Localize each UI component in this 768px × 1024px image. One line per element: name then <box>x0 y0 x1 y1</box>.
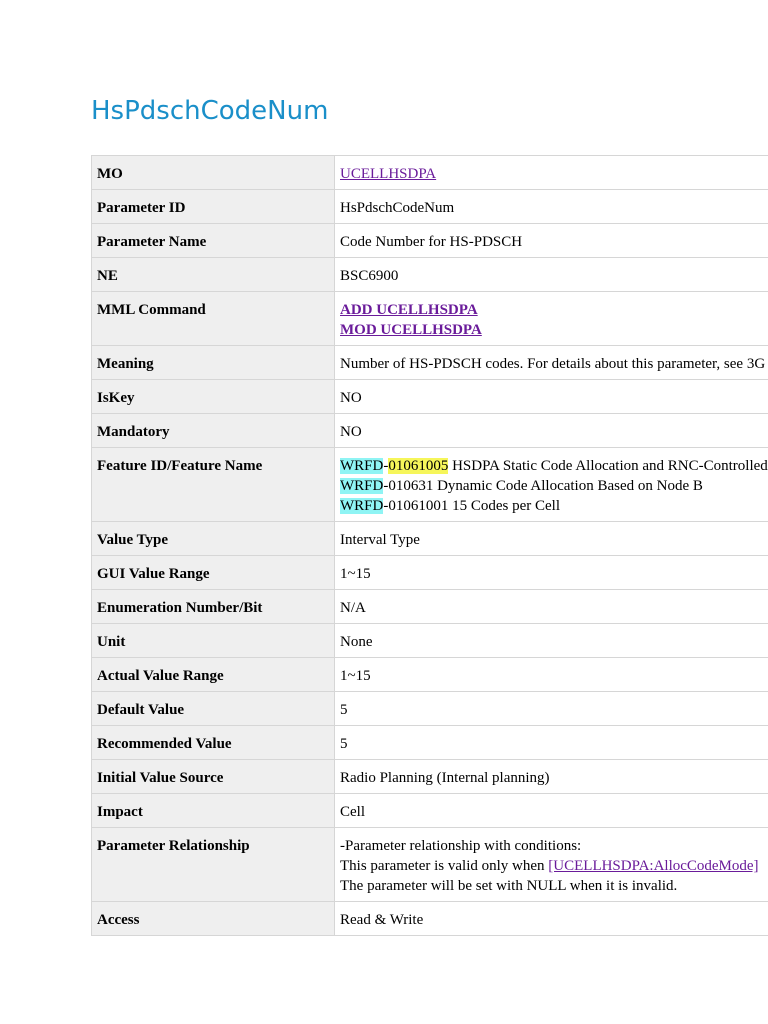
feature-id-prefix: WRFD <box>340 498 384 514</box>
row-label: Meaning <box>92 346 335 380</box>
table-row-recommended-value <box>92 726 768 760</box>
row-label: Parameter Relationship <box>92 828 335 902</box>
row-value <box>335 448 768 522</box>
row-label: MML Command <box>92 292 335 346</box>
table-row-parameter-id <box>92 190 768 224</box>
feature-line <box>340 496 768 516</box>
row-label: NE <box>92 258 335 292</box>
row-label: IsKey <box>92 380 335 414</box>
row-label: Feature ID/Feature Name <box>92 448 335 522</box>
row-label: Unit <box>92 624 335 658</box>
table-row-initial-value-source <box>92 760 768 794</box>
row-label: Value Type <box>92 522 335 556</box>
table-row-enumeration <box>92 590 768 624</box>
row-label: Enumeration Number/Bit <box>92 590 335 624</box>
row-label: Parameter Name <box>92 224 335 258</box>
feature-line <box>340 456 768 476</box>
row-value: 1~15 <box>335 658 768 692</box>
row-value: None <box>335 624 768 658</box>
feature-name: HSDPA Static Code Allocation and RNC-Controlled <box>448 458 768 474</box>
feature-rest: -01061001 15 Codes per Cell <box>383 498 560 514</box>
table-row-meaning <box>92 346 768 380</box>
table-row-actual-value-range <box>92 658 768 692</box>
row-label: Initial Value Source <box>92 760 335 794</box>
row-value <box>335 828 768 902</box>
row-value: Interval Type <box>335 522 768 556</box>
page-title: HsPdschCodeNum <box>91 96 329 126</box>
row-label: Actual Value Range <box>92 658 335 692</box>
add-command-link[interactable]: ADD UCELLHSDPA <box>340 302 478 318</box>
relationship-condition-text: This parameter is valid only when <box>340 858 549 874</box>
table-row-ne <box>92 258 768 292</box>
row-value <box>335 156 768 190</box>
table-row-default-value <box>92 692 768 726</box>
row-label: Mandatory <box>92 414 335 448</box>
row-value: HsPdschCodeNum <box>335 190 768 224</box>
row-label: Access <box>92 902 335 936</box>
table-row-mo <box>92 156 768 190</box>
row-value: NO <box>335 380 768 414</box>
table-row-gui-value-range <box>92 556 768 590</box>
feature-line <box>340 476 768 496</box>
row-value: Read & Write <box>335 902 768 936</box>
parameter-table <box>91 155 768 936</box>
row-value: NO <box>335 414 768 448</box>
feature-id-prefix: WRFD <box>340 478 384 494</box>
table-row-unit <box>92 624 768 658</box>
table-row-mml-command <box>92 292 768 346</box>
row-value: Code Number for HS-PDSCH <box>335 224 768 258</box>
row-value: Radio Planning (Internal planning) <box>335 760 768 794</box>
feature-id-separator: - <box>383 458 389 474</box>
relationship-heading: -Parameter relationship with conditions: <box>340 838 582 854</box>
table-row-parameter-name <box>92 224 768 258</box>
table-row-access <box>92 902 768 936</box>
table-row-mandatory <box>92 414 768 448</box>
mod-command-link[interactable]: MOD UCELLHSDPA <box>340 322 482 338</box>
row-label: MO <box>92 156 335 190</box>
row-value: N/A <box>335 590 768 624</box>
row-value: 1~15 <box>335 556 768 590</box>
row-label: Default Value <box>92 692 335 726</box>
alloc-code-mode-link[interactable]: [UCELLHSDPA:AllocCodeMode] <box>548 858 759 874</box>
row-label: Impact <box>92 794 335 828</box>
feature-id-prefix: WRFD <box>340 458 384 474</box>
relationship-note: The parameter will be set with NULL when it is invalid. <box>340 878 678 894</box>
row-value: BSC6900 <box>335 258 768 292</box>
row-value: Cell <box>335 794 768 828</box>
relationship-condition <box>340 856 768 876</box>
row-value: Number of HS-PDSCH codes. For details about this parameter, see 3G <box>335 346 768 380</box>
row-value <box>335 292 768 346</box>
feature-id-code: 01061005 <box>388 458 449 474</box>
row-label: Recommended Value <box>92 726 335 760</box>
row-label: GUI Value Range <box>92 556 335 590</box>
feature-rest: -010631 Dynamic Code Allocation Based on Node B <box>383 478 703 494</box>
table-row-iskey <box>92 380 768 414</box>
row-value: 5 <box>335 692 768 726</box>
row-label: Parameter ID <box>92 190 335 224</box>
table-row-parameter-relationship <box>92 828 768 902</box>
mo-link[interactable]: UCELLHSDPA <box>340 166 437 182</box>
table-row-value-type <box>92 522 768 556</box>
table-row-feature <box>92 448 768 522</box>
table-row-impact <box>92 794 768 828</box>
row-value: 5 <box>335 726 768 760</box>
